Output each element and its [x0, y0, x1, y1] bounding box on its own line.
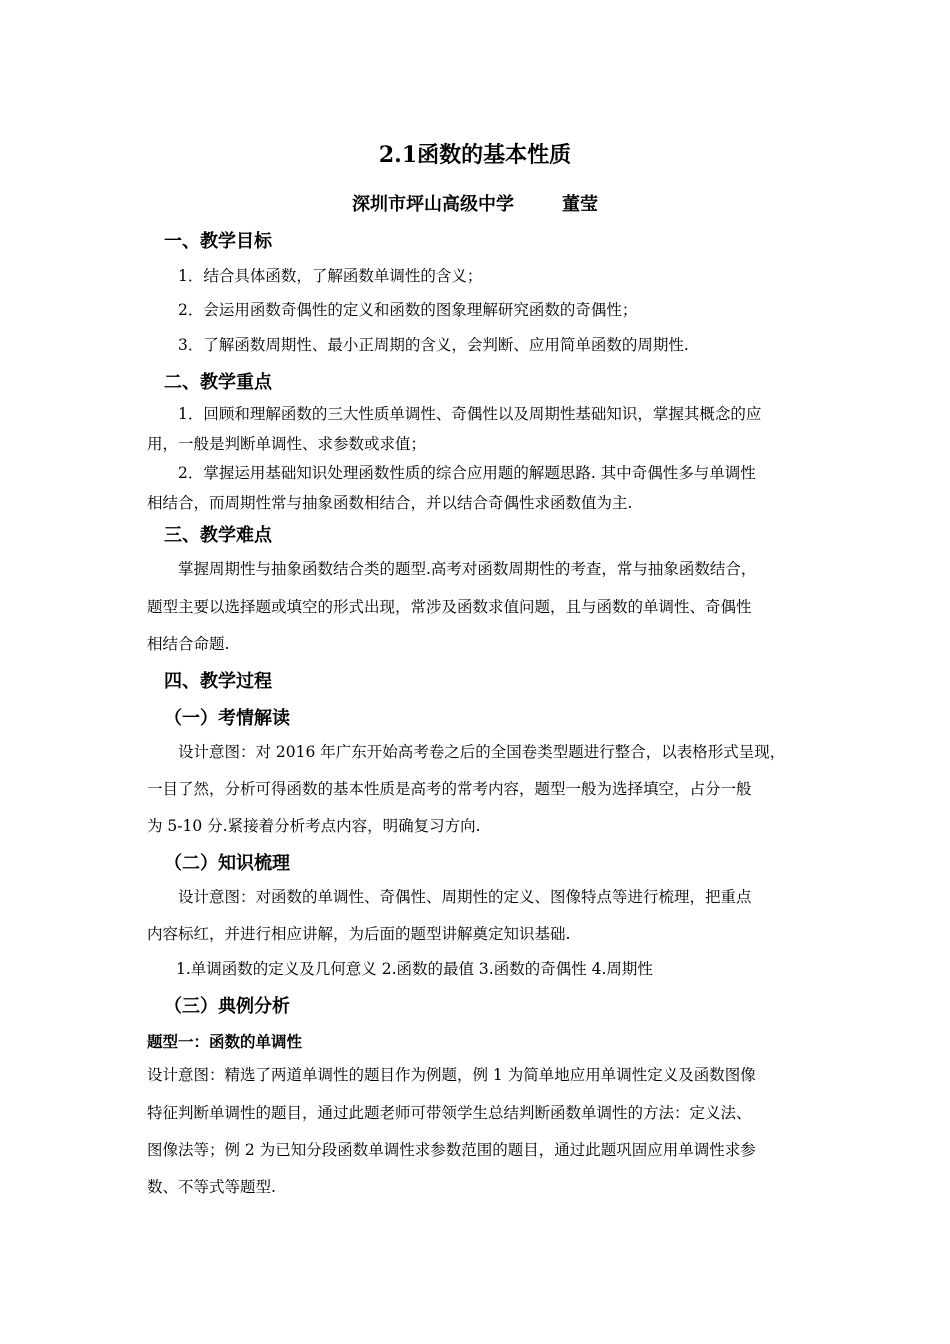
section-heading-process: 四、教学过程	[164, 671, 272, 692]
knowledge-review-line: 设计意图：对函数的单调性、奇偶性、周期性的定义、图像特点等进行梳理，把重点	[178, 888, 752, 906]
key-point-line: 用，一般是判断单调性、求参数或求值；	[147, 435, 427, 453]
subsection-heading-knowledge-review: （二）知识梳理	[164, 853, 290, 874]
section-heading-objectives: 一、教学目标	[164, 231, 272, 252]
example-analysis-line: 特征判断单调性的题目，通过此题老师可带领学生总结判断函数单调性的方法：定义法、	[147, 1104, 752, 1122]
page-title: 2.1函数的基本性质	[378, 142, 572, 168]
knowledge-review-line: 内容标红，并进行相应讲解，为后面的题型讲解奠定知识基础.	[147, 925, 571, 943]
difficulty-line: 相结合命题.	[147, 635, 230, 653]
exam-analysis-line: 设计意图：对 2016 年广东开始高考卷之后的全国卷类型题进行整合，以表格形式呈现，	[178, 743, 786, 761]
objective-item: 1．结合具体函数，了解函数单调性的含义；	[178, 267, 483, 285]
difficulty-line: 题型主要以选择题或填空的形式出现，常涉及函数求值问题，且与函数的单调性、奇偶性	[147, 598, 752, 616]
difficulty-line: 掌握周期性与抽象函数结合类的题型.高考对函数周期性的考查，常与抽象函数结合，	[178, 560, 757, 578]
author-line	[0, 190, 950, 216]
example-analysis-line: 图像法等；例 2 为已知分段函数单调性求参数范围的题目，通过此题巩固应用单调性求参	[147, 1141, 756, 1159]
objective-item: 2．会运用函数奇偶性的定义和函数的图象理解研究函数的奇偶性；	[178, 301, 638, 319]
subsection-heading-examples: （三）典例分析	[164, 996, 290, 1017]
author-school: 深圳市坪山高级中学	[352, 194, 514, 215]
exam-analysis-line: 为 5-10 分.紧接着分析考点内容，明确复习方向.	[147, 817, 481, 835]
question-type-heading: 题型一：函数的单调性	[147, 1032, 303, 1051]
section-heading-key-points: 二、教学重点	[164, 372, 272, 393]
key-point-line: 相结合，而周期性常与抽象函数相结合，并以结合奇偶性求函数值为主.	[147, 494, 633, 512]
key-point-line: 1．回顾和理解函数的三大性质单调性、奇偶性以及周期性基础知识，掌握其概念的应	[178, 405, 762, 423]
section-heading-difficulties: 三、教学难点	[164, 525, 272, 546]
knowledge-review-line: 1.单调函数的定义及几何意义 2.函数的最值 3.函数的奇偶性 4.周期性	[176, 960, 653, 978]
exam-analysis-line: 一目了然，分析可得函数的基本性质是高考的常考内容，题型一般为选择填空，占分一般	[147, 780, 752, 798]
subsection-heading-exam-analysis: （一）考情解读	[164, 708, 290, 729]
objective-item: 3．了解函数周期性、最小正周期的含义，会判断、应用简单函数的周期性.	[178, 336, 689, 354]
example-analysis-line: 数、不等式等题型.	[147, 1178, 276, 1196]
example-analysis-line: 设计意图：精选了两道单调性的题目作为例题，例 1 为简单地应用单调性定义及函数图像	[147, 1066, 756, 1084]
author-name: 董莹	[562, 194, 598, 215]
key-point-line: 2．掌握运用基础知识处理函数性质的综合应用题的解题思路. 其中奇偶性多与单调性	[178, 464, 756, 482]
